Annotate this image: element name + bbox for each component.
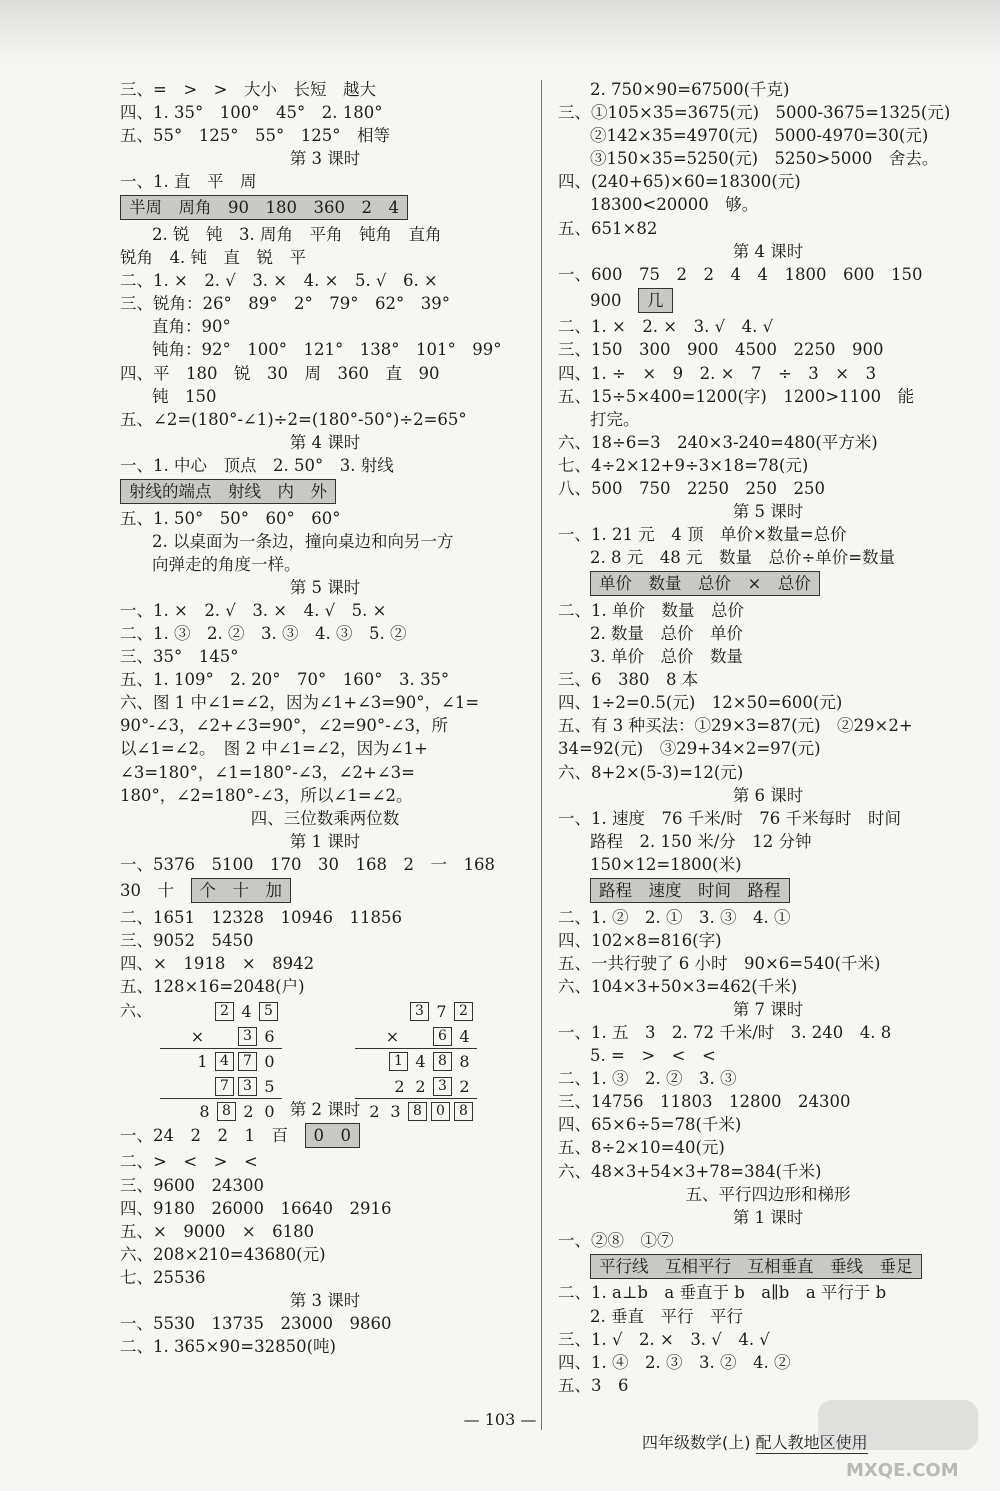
lesson-heading: 第 3 课时 — [289, 149, 361, 169]
answer-line: 90°-∠3，∠2+∠3=90°，∠2=90°-∠3，所 — [120, 716, 448, 736]
answer-line: 五、一共行驶了 6 小时 90×6=540(千米) — [558, 953, 881, 973]
answer-line: 六、104×3+50×3=462(千米) — [558, 976, 798, 996]
answer-line: 钝角：92° 100° 121° 138° 101° 99° — [152, 340, 502, 360]
highlighted-answer: 平行线 互相平行 互相垂直 垂线 垂足 — [590, 1254, 922, 1279]
answer-line: 三、锐角：26° 89° 2° 79° 62° 39° — [120, 294, 450, 314]
answer-line: 2. 以桌面为一条边，撞向桌边和向另一方 — [152, 531, 454, 551]
answer-line: 钝 150 — [152, 386, 217, 406]
answer-box: 8 — [408, 1102, 427, 1121]
answer-box: 3 — [410, 1002, 429, 1021]
footer-grade: 四年级数学(上) — [642, 1433, 751, 1452]
lesson-heading: 第 4 课时 — [289, 432, 361, 452]
lesson-heading: 第 3 课时 — [289, 1291, 361, 1311]
answer-line: 四、65×6÷5=78(千米) — [558, 1115, 742, 1135]
highlighted-answer: 射线的端点 射线 内 外 — [120, 479, 336, 504]
answer-box: 4 — [215, 1052, 234, 1071]
answer-line: 打完。 — [590, 409, 640, 429]
digit: 4 — [459, 1026, 470, 1046]
answer-line: 一、1. 中心 顶点 2. 50° 3. 射线 — [120, 455, 394, 475]
answer-line: 六、图 1 中∠1=∠2，因为∠1+∠3=90°，∠1= — [120, 693, 480, 713]
answer-box: 3 — [433, 1077, 452, 1096]
calc-rule — [355, 1048, 477, 1049]
digit: 2 — [394, 1076, 405, 1096]
answer-line: 150×12=1800(米) — [590, 854, 742, 874]
answer-line: 一、1. 速度 76 千米/时 76 千米每时 时间 — [558, 808, 902, 828]
answer-line: 五、651×82 — [558, 218, 658, 238]
digit: 3 — [390, 1101, 401, 1121]
answer-line: 二、> < > < — [120, 1152, 258, 1172]
answer-box: 0 — [431, 1102, 450, 1121]
lesson-heading: 第 1 课时 — [732, 1207, 804, 1227]
lesson-heading: 五、平行四边形和梯形 — [685, 1184, 851, 1204]
answer-line: 一、1. × 2. √ 3. × 4. √ 5. × — [120, 600, 387, 620]
answer-text: 一、24 2 2 1 百 — [120, 1125, 305, 1145]
digit: 7 — [436, 1001, 447, 1021]
answer-line: 一、1. 直 平 周 — [120, 172, 257, 192]
answer-line: 三、1. √ 2. × 3. √ 4. √ — [558, 1329, 770, 1349]
answer-line: 二、1. ③ 2. ② 3. ③ 4. ③ 5. ② — [120, 623, 407, 643]
digit: 2 — [415, 1076, 426, 1096]
column-divider — [541, 80, 542, 1430]
answer-line: 四、× 1918 × 8942 — [120, 953, 315, 973]
answer-line: 二、1. a⊥b a 垂直于 b a∥b a 平行于 b — [558, 1283, 887, 1303]
lesson-heading: 四、三位数乘两位数 — [250, 808, 400, 828]
calc-row — [150, 1048, 280, 1073]
calc-row — [345, 1048, 475, 1073]
highlighted-answer-line — [558, 876, 978, 906]
digit: 5 — [264, 1076, 275, 1096]
answer-line: 五、有 3 种买法：①29×3=87(元) ②29×2+ — [558, 716, 913, 736]
digit: 8 — [199, 1101, 210, 1121]
answer-line: 五、8÷2×10=40(元) — [558, 1138, 725, 1158]
answer-line: 三、= > > 大小 长短 越大 — [120, 80, 376, 99]
answer-line: 二、1. 单价 数量 总价 — [558, 600, 744, 620]
answer-line: 5. = > < < — [590, 1046, 716, 1066]
highlighted-answer-line — [558, 1252, 978, 1282]
answer-line: 二、1. × 2. √ 3. × 4. × 5. √ 6. × — [120, 271, 438, 291]
highlighted-answer-line — [120, 876, 530, 906]
right-answer-column — [558, 78, 978, 1397]
calc-row — [150, 1023, 280, 1048]
highlighted-answer: 几 — [638, 288, 673, 313]
answer-line: 六、8+2×(5-3)=12(元) — [558, 762, 744, 782]
answer-box: 8 — [433, 1052, 452, 1071]
answer-line: 四、1÷2=0.5(元) 12×50=600(元) — [558, 693, 843, 713]
lesson-heading: 第 6 课时 — [732, 785, 804, 805]
digit: 4 — [415, 1051, 426, 1071]
vertical-calc-prefix: 六、 — [120, 1000, 153, 1020]
multiply-sign: × — [385, 1026, 400, 1046]
answer-line: 一、5530 13735 23000 9860 — [120, 1314, 392, 1334]
calc-row — [150, 1073, 280, 1098]
answer-line: 五、15÷5×400=1200(字) 1200>1100 能 — [558, 386, 915, 406]
answer-line: ③150×35=5250(元) 5250>5000 舍去。 — [590, 149, 939, 169]
answer-line: 18300<20000 够。 — [590, 195, 759, 215]
answer-line: 34=92(元) ③29+34×2=97(元) — [558, 739, 821, 759]
answer-line: 七、4÷2×12+9÷3×18=78(元) — [558, 455, 809, 475]
answer-box: 8 — [217, 1102, 236, 1121]
answer-line: 三、150 300 900 4500 2250 900 — [558, 340, 884, 360]
answer-box: 1 — [389, 1052, 408, 1071]
answer-line: 五、55° 125° 55° 125° 相等 — [120, 126, 390, 146]
answer-line: 以∠1=∠2。 图 2 中∠1=∠2，因为∠1+ — [120, 739, 428, 759]
answer-box: 2 — [454, 1002, 473, 1021]
lesson-heading: 第 7 课时 — [732, 999, 804, 1019]
left-answer-column — [120, 78, 530, 1358]
lesson-heading: 第 4 课时 — [732, 241, 804, 261]
answer-line: 2. 数量 总价 单价 — [590, 623, 743, 643]
answer-line: 四、1. 35° 100° 45° 2. 180° — [120, 103, 383, 123]
digit: 2 — [459, 1076, 470, 1096]
highlighted-answer: 个 十 加 — [191, 878, 292, 903]
answer-line: 3. 单价 总价 数量 — [590, 647, 743, 667]
answer-box: 7 — [215, 1077, 234, 1096]
calc-row — [345, 1073, 475, 1098]
page-number: — 103 — — [463, 1410, 537, 1429]
calc-rule — [160, 1048, 282, 1049]
answer-line: 五、1. 50° 50° 60° 60° — [120, 508, 341, 528]
answer-line: 向弹走的角度一样。 — [152, 554, 301, 574]
answer-line: 二、1651 12328 10946 11856 — [120, 907, 402, 927]
lesson-heading: 第 2 课时 — [289, 1099, 361, 1119]
watermark-text: MXQE.COM — [846, 1460, 959, 1481]
highlighted-answer: 路程 速度 时间 路程 — [590, 878, 790, 903]
answer-line: 2. 垂直 平行 平行 — [590, 1306, 743, 1326]
highlighted-answer-line — [120, 1121, 530, 1151]
answer-text: 900 — [590, 290, 638, 310]
answer-line: 三、14756 11803 12800 24300 — [558, 1092, 851, 1112]
answer-line: ②142×35=4970(元) 5000-4970=30(元) — [590, 126, 929, 146]
lesson-heading: 第 5 课时 — [732, 502, 804, 522]
watermark-logo — [818, 1400, 978, 1450]
answer-line: 六、208×210=43680(元) — [120, 1244, 326, 1264]
scan-top-shadow — [0, 0, 1000, 70]
answer-line: 七、25536 — [120, 1267, 206, 1287]
answer-line: 三、①105×35=3675(元) 5000-3675=1325(元) — [558, 103, 951, 123]
answer-text: 30 十 — [120, 881, 191, 900]
answer-line: 路程 2. 150 米/分 12 分钟 — [590, 831, 812, 851]
answer-line: 四、9180 26000 16640 2916 — [120, 1198, 392, 1218]
answer-line: 四、1. ④ 2. ③ 3. ② 4. ② — [558, 1352, 791, 1372]
answer-line: 六、18÷6=3 240×3-240=480(平方米) — [558, 432, 878, 452]
answer-line: 三、6 380 8 本 — [558, 670, 699, 690]
answer-box: 6 — [433, 1027, 452, 1046]
answer-line: 五、∠2=(180°-∠1)÷2=(180°-50°)÷2=65° — [120, 409, 467, 429]
answer-line: 五、128×16=2048(户) — [120, 976, 305, 996]
answer-line: 二、1. ③ 2. ② 3. ③ — [558, 1069, 737, 1089]
answer-line: 锐角 4. 钝 直 锐 平 — [120, 248, 306, 268]
footer-edition: 配人教地区使用 — [755, 1433, 868, 1452]
calc-row — [150, 998, 280, 1023]
digit: 0 — [264, 1051, 275, 1071]
answer-line: 一、②⑧ ①⑦ — [558, 1230, 674, 1250]
digit: 6 — [264, 1026, 275, 1046]
highlighted-answer-line — [120, 477, 530, 507]
answer-line: 2. 8 元 48 元 数量 总价÷单价=数量 — [590, 548, 896, 568]
answer-box: 8 — [454, 1102, 473, 1121]
answer-line: 五、1. 109° 2. 20° 70° 160° 3. 35° — [120, 670, 450, 690]
answer-line: 五、3 6 — [558, 1375, 629, 1395]
highlighted-answer-line — [558, 286, 978, 316]
answer-line: 二、1. × 2. × 3. √ 4. √ — [558, 317, 774, 337]
answer-box: 3 — [238, 1077, 257, 1096]
answer-box: 5 — [259, 1002, 278, 1021]
answer-line: 直角：90° — [152, 317, 231, 337]
digit: 8 — [459, 1051, 470, 1071]
highlighted-answer: 0 0 — [305, 1123, 361, 1148]
answer-line: 一、1. 五 3 2. 72 千米/时 3. 240 4. 8 — [558, 1022, 892, 1042]
answer-line: 三、9052 5450 — [120, 930, 254, 950]
highlighted-answer-line — [120, 193, 530, 223]
answer-line: 180°，∠2=180°-∠3，所以∠1=∠2。 — [120, 785, 413, 805]
answer-line: 三、9600 24300 — [120, 1175, 264, 1195]
answer-line: 二、1. 365×90=32850(吨) — [120, 1337, 336, 1357]
answer-line: 2. 锐 钝 3. 周角 平角 钝角 直角 — [152, 224, 442, 244]
answer-line: 一、1. 21 元 4 顶 单价×数量=总价 — [558, 525, 847, 545]
answer-line: 一、600 75 2 2 4 4 1800 600 150 — [558, 264, 923, 284]
answer-box: 2 — [215, 1002, 234, 1021]
lesson-heading: 第 1 课时 — [289, 831, 361, 851]
lesson-heading: 第 5 课时 — [289, 577, 361, 597]
calc-row — [345, 998, 475, 1023]
highlighted-answer: 单价 数量 总价 × 总价 — [590, 571, 820, 596]
highlighted-answer-line — [558, 569, 978, 599]
answer-box: 3 — [238, 1027, 257, 1046]
answer-line: 一、5376 5100 170 30 168 2 一 168 — [120, 854, 495, 874]
answer-line: 三、35° 145° — [120, 647, 239, 667]
answer-line: 2. 750×90=67500(千克) — [590, 80, 790, 99]
digit: 4 — [241, 1001, 252, 1021]
digit: 1 — [197, 1051, 208, 1071]
answer-line: 四、平 180 锐 30 周 360 直 90 — [120, 363, 440, 383]
calc-row — [345, 1023, 475, 1048]
highlighted-answer: 半周 周角 90 180 360 2 4 — [120, 195, 408, 220]
answer-box: 7 — [238, 1052, 257, 1071]
digit: 2 — [243, 1101, 254, 1121]
answer-line: ∠3=180°，∠1=180°-∠3，∠2+∠3= — [120, 762, 415, 782]
answer-line: 四、102×8=816(字) — [558, 930, 722, 950]
answer-line: 四、1. ÷ × 9 2. × 7 ÷ 3 × 3 — [558, 363, 877, 383]
digit: 2 — [369, 1101, 380, 1121]
answer-line: 五、× 9000 × 6180 — [120, 1221, 315, 1241]
digit: 0 — [264, 1101, 275, 1121]
answer-line: 四、(240+65)×60=18300(元) — [558, 172, 801, 192]
answer-line: 二、1. ② 2. ① 3. ③ 4. ① — [558, 907, 791, 927]
answer-line: 八、500 750 2250 250 250 — [558, 479, 825, 498]
multiply-sign: × — [190, 1026, 205, 1046]
answer-line: 六、48×3+54×3+78=384(千米) — [558, 1161, 822, 1181]
